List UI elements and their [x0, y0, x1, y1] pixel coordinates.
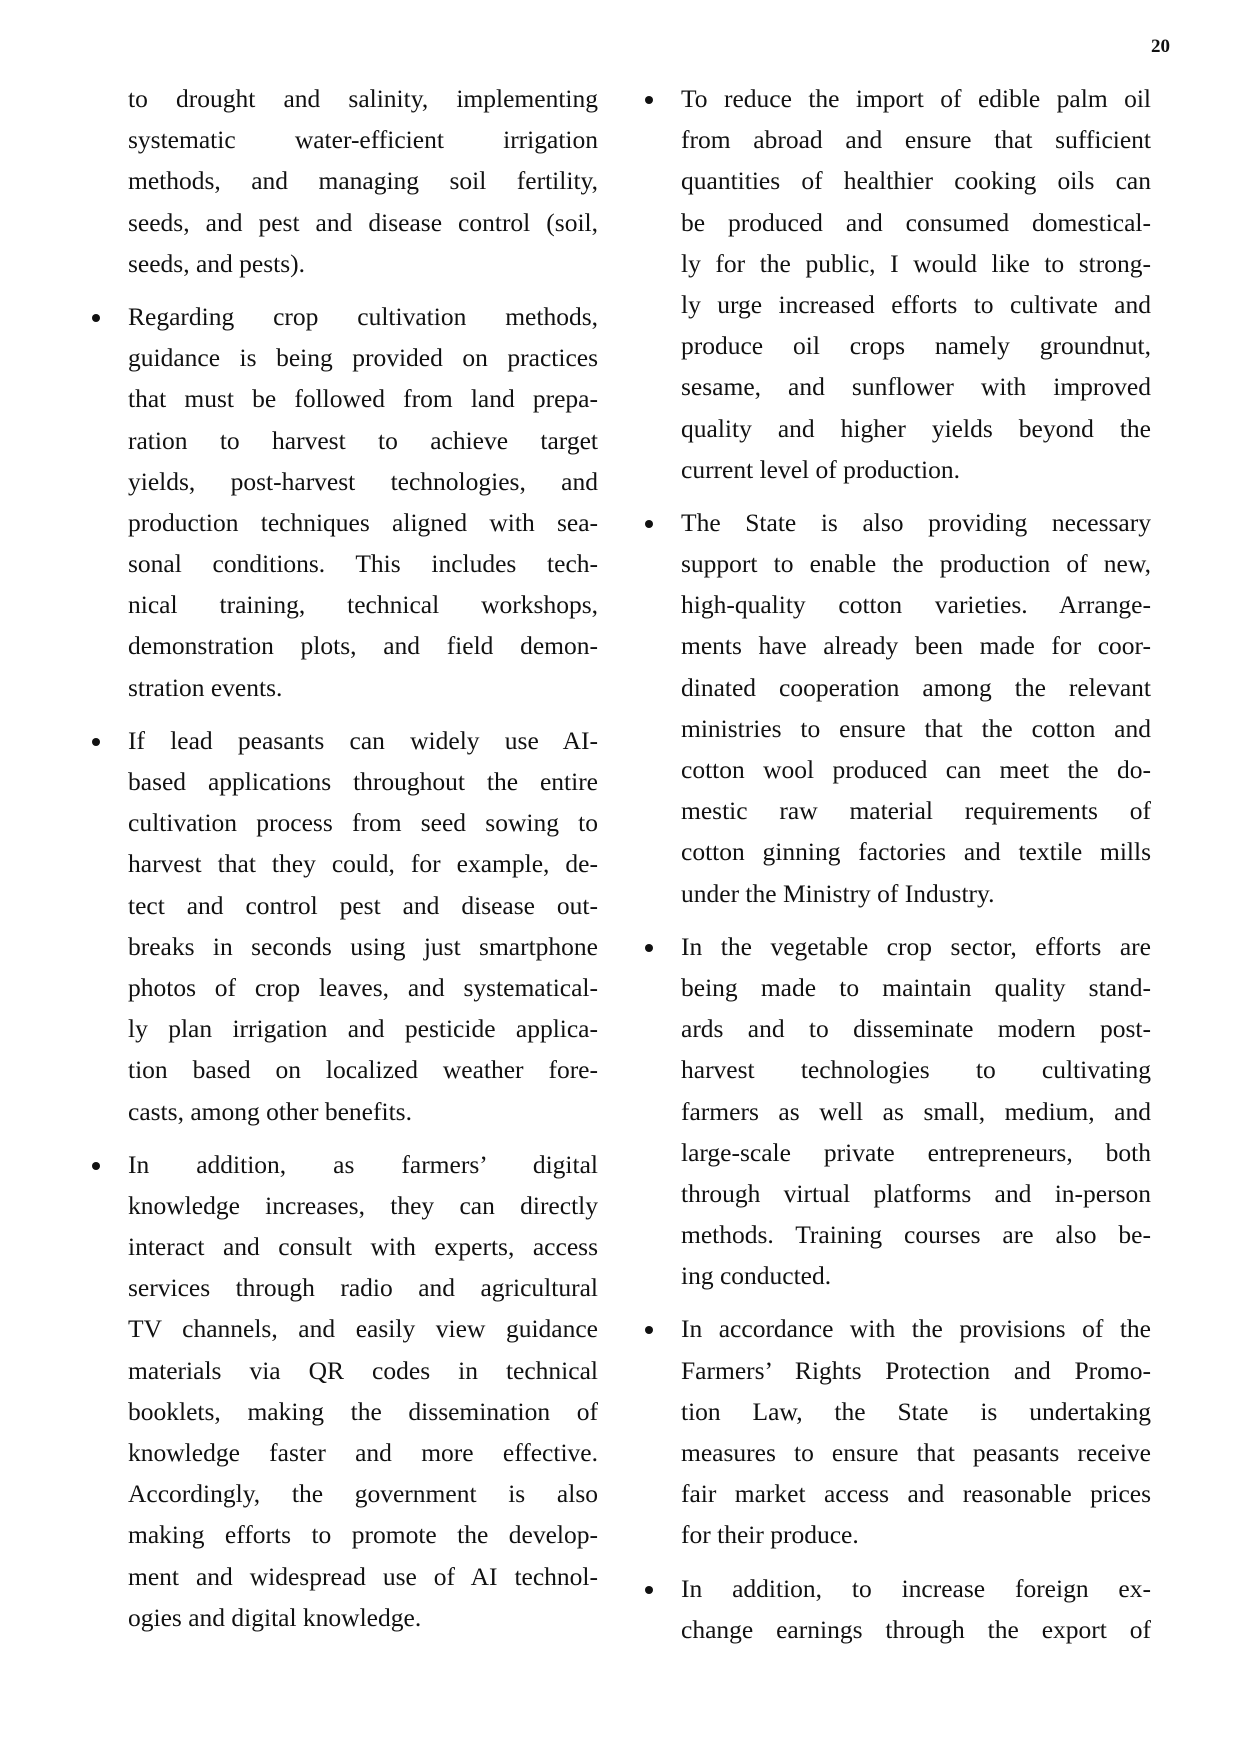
text-line: ards and to disseminate modern post-: [681, 1014, 1151, 1044]
bullet-icon: [645, 1326, 653, 1334]
text-line: harvest that they could, for example, de-: [128, 849, 598, 879]
text-line: based applications throughout the entire: [128, 767, 598, 796]
text-line: ly urge increased efforts to cultivate and: [681, 289, 1151, 319]
bullet-paragraph: [681, 502, 1151, 914]
bullet-paragraph: [128, 296, 598, 708]
text-line: current level of production.: [681, 454, 960, 484]
text-line: large-scale private entrepreneurs, both: [681, 1137, 1151, 1167]
text-line: production techniques aligned with sea-: [128, 507, 598, 537]
text-line: mestic raw material requirements of: [681, 796, 1151, 826]
bullet-paragraph: [681, 1568, 1151, 1650]
text-line: guidance is being provided on practices: [128, 343, 598, 373]
text-line: produce oil crops namely groundnut,: [681, 331, 1151, 361]
text-line: interact and consult with experts, access: [128, 1232, 598, 1262]
text-line: knowledge increases, they can directly: [128, 1190, 598, 1220]
left-column: [128, 78, 598, 1650]
text-line: ly plan irrigation and pesticide applica-: [128, 1014, 598, 1044]
paragraph: [128, 78, 598, 284]
text-line: demonstration plots, and field demon-: [128, 631, 598, 661]
text-line: sesame, and sunflower with improved: [681, 372, 1151, 402]
bullet-icon: [92, 1162, 100, 1170]
text-line: through virtual platforms and in-person: [681, 1178, 1151, 1208]
text-line: In the vegetable crop sector, efforts are: [681, 931, 1151, 961]
text-line: To reduce the import of edible palm oil: [681, 84, 1151, 113]
bullet-icon: [645, 1586, 653, 1594]
bullet-icon: [92, 738, 100, 746]
text-line: knowledge faster and more effective.: [128, 1438, 598, 1467]
text-line: stration events.: [128, 672, 283, 702]
text-line: ments have already been made for coor-: [681, 631, 1151, 661]
text-line: photos of crop leaves, and systematical-: [128, 972, 598, 1002]
text-line: ration to harvest to achieve target: [128, 425, 598, 455]
text-line: tion Law, the State is undertaking: [681, 1396, 1151, 1426]
text-line: TV channels, and easily view guidance: [128, 1314, 598, 1344]
text-line: If lead peasants can widely use AI-: [128, 725, 598, 755]
text-line: In addition, to increase foreign ex-: [681, 1573, 1151, 1603]
text-line: Accordingly, the government is also: [128, 1479, 598, 1509]
text-line: ing conducted.: [681, 1261, 832, 1291]
text-line: dinated cooperation among the relevant: [681, 672, 1151, 702]
text-line: yields, post-harvest technologies, and: [128, 466, 598, 496]
text-line: for their produce.: [681, 1520, 859, 1550]
bullet-paragraph: [681, 78, 1151, 490]
bullet-paragraph: [128, 1144, 598, 1638]
text-line: tect and control pest and disease out-: [128, 890, 598, 920]
text-line: measures to ensure that peasants receive: [681, 1438, 1151, 1467]
text-line: services through radio and agricultural: [128, 1273, 598, 1303]
page-number: 20: [1151, 36, 1170, 57]
text-line: ogies and digital knowledge.: [128, 1602, 422, 1632]
text-line: In accordance with the provisions of the: [681, 1314, 1151, 1344]
text-line: Farmers’ Rights Protection and Promo-: [681, 1355, 1151, 1385]
bullet-icon: [645, 96, 653, 104]
bullet-icon: [645, 520, 653, 528]
text-line: ly for the public, I would like to strong-: [681, 248, 1151, 278]
text-line: ment and widespread use of AI technol-: [128, 1561, 598, 1591]
text-line: quality and higher yields beyond the: [681, 413, 1151, 443]
text-line: cultivation process from seed sowing to: [128, 808, 598, 838]
text-line: high-quality cotton varieties. Arrange-: [681, 590, 1151, 620]
text-line: materials via QR codes in technical: [128, 1355, 598, 1385]
text-line: fair market access and reasonable prices: [681, 1479, 1151, 1509]
text-line: being made to maintain quality stand-: [681, 972, 1151, 1002]
text-line: sonal conditions. This includes tech-: [128, 549, 598, 579]
text-line: farmers as well as small, medium, and: [681, 1096, 1151, 1126]
text-line: seeds, and pests).: [128, 248, 306, 278]
text-line: nical training, technical workshops,: [128, 590, 598, 620]
text-line: seeds, and pest and disease control (soil,: [128, 207, 598, 237]
text-line: be produced and consumed domestical-: [681, 207, 1151, 237]
text-line: quantities of healthier cooking oils can: [681, 166, 1151, 196]
text-line: tion based on localized weather fore-: [128, 1055, 598, 1085]
text-line: In addition, as farmers’ digital: [128, 1149, 598, 1179]
text-line: systematic water-efficient irrigation: [128, 125, 598, 155]
text-line: breaks in seconds using just smartphone: [128, 931, 598, 961]
text-line: cotton wool produced can meet the do-: [681, 755, 1151, 784]
bullet-icon: [645, 944, 653, 952]
text-line: harvest technologies to cultivating: [681, 1055, 1151, 1085]
text-line: cotton ginning factories and textile mills: [681, 837, 1151, 867]
text-line: methods, and managing soil fertility,: [128, 166, 598, 196]
bullet-paragraph: [681, 1308, 1151, 1555]
text-line: making efforts to promote the develop-: [128, 1520, 598, 1550]
text-line: The State is also providing necessary: [681, 507, 1151, 537]
text-line: under the Ministry of Industry.: [681, 878, 995, 908]
bullet-icon: [92, 314, 100, 322]
text-line: booklets, making the dissemination of: [128, 1396, 598, 1426]
text-line: ministries to ensure that the cotton and: [681, 713, 1151, 743]
text-line: methods. Training courses are also be-: [681, 1220, 1151, 1250]
text-line: from abroad and ensure that sufficient: [681, 125, 1151, 155]
right-column: [681, 78, 1151, 1662]
text-line: that must be followed from land prepa-: [128, 384, 598, 414]
text-line: change earnings through the export of: [681, 1614, 1151, 1644]
text-line: casts, among other benefits.: [128, 1096, 412, 1126]
bullet-paragraph: [128, 720, 598, 1132]
bullet-paragraph: [681, 926, 1151, 1297]
text-line: Regarding crop cultivation methods,: [128, 301, 598, 331]
text-line: to drought and salinity, implementing: [128, 84, 598, 113]
text-line: support to enable the production of new,: [681, 549, 1151, 579]
